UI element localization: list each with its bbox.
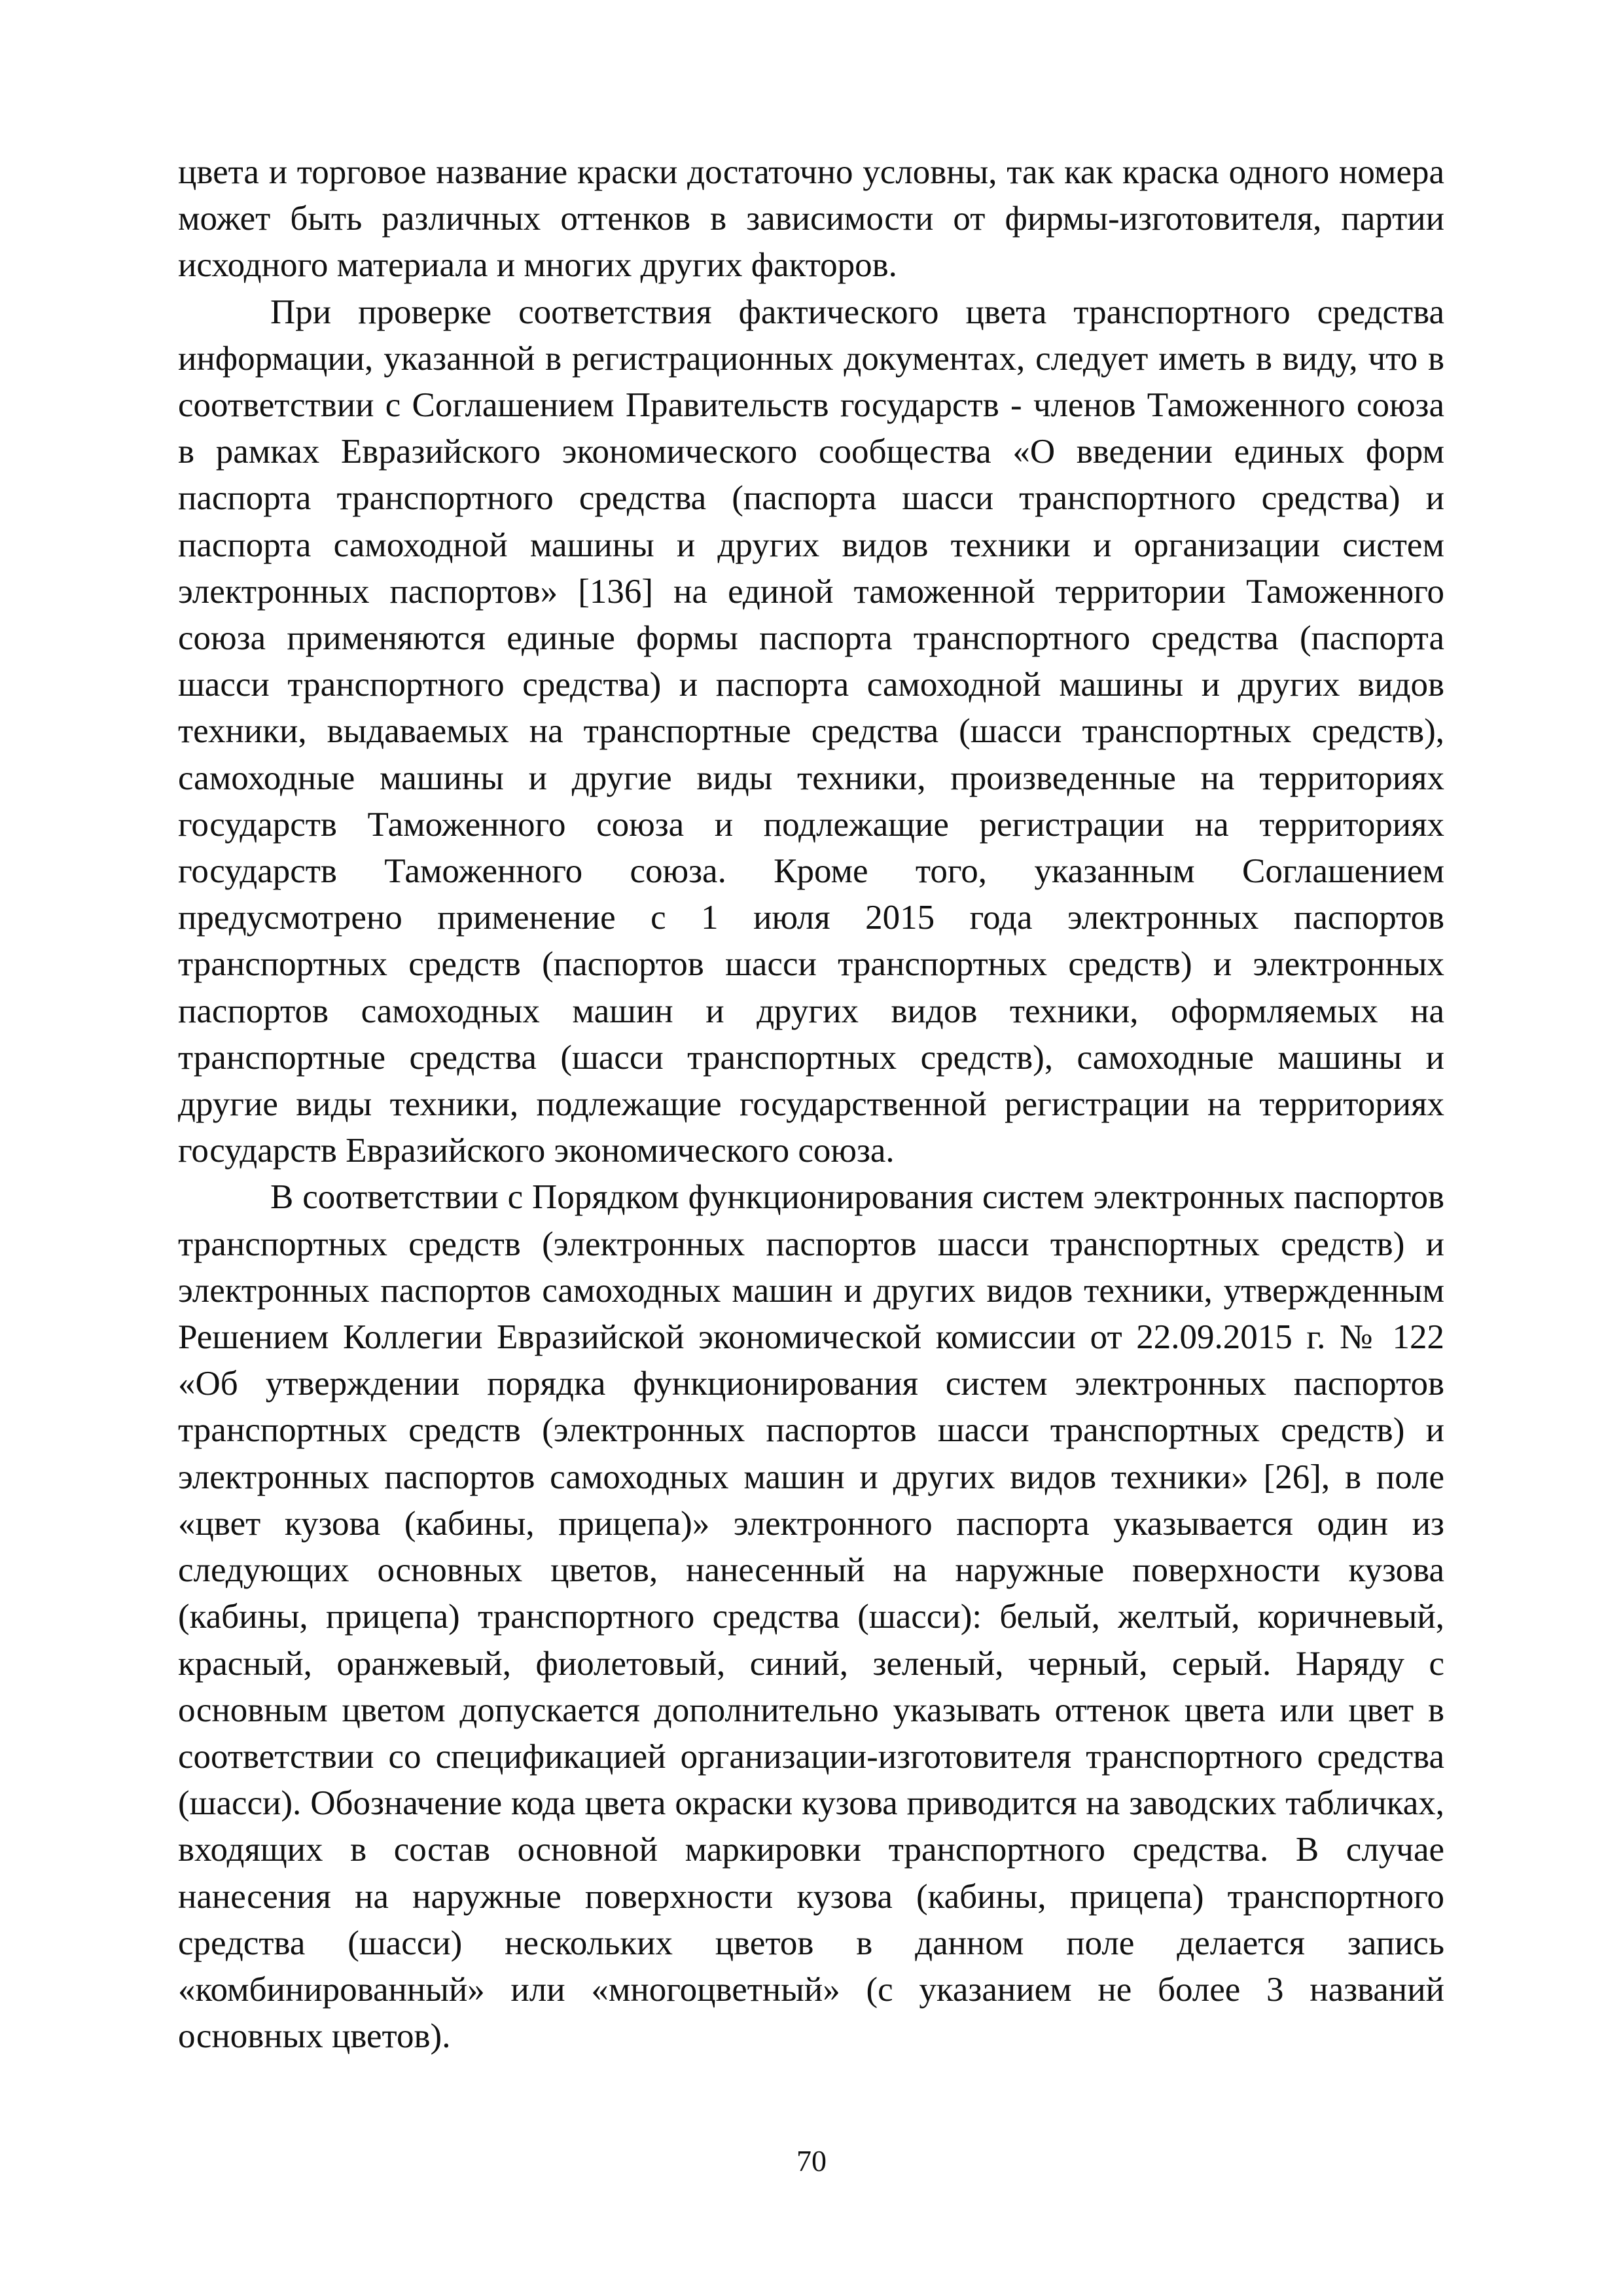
paragraph-electronic-passport-color: В соответствии с Порядком функционирования систем электронных паспортов транспортных средств (электронных паспортов шасси транспортных средств) и электронных паспортов самоходных машин и других видов техники, утвержденным Решением Коллегии Евразийской экономической комиссии от 22.09.2015 г. № 122 «Об утверждении порядка функционирования систем электронных паспортов транспортных средств (электронных паспортов шасси транспортных средств) и электронных паспортов самоходных машин и других видов техники» [26], в поле «цвет кузова (кабины, прицепа)» электронного паспорта указывается один из следующих основных цветов, нанесенный на наружные поверхности кузова (кабины, прицепа) транспортного средства (шасси): белый, желтый, коричневый, красный, оранжевый, фиолетовый, синий, зеленый, черный, серый. Наряду с основным цветом допускается дополнительно указывать оттенок цвета или цвет в соответствии со спецификацией организации-изготовителя транспортного средства (шасси). Обозначение кода цвета окраски кузова приводится на заводских табличках, входящих в состав основной маркировки транспортного средства. В случае нанесения на наружные поверхности кузова (кабины, прицепа) транспортного средства (шасси) нескольких цветов в данном поле делается запись «комбинированный» или «многоцветный» (с указанием не более 3 названий основных цветов). — [178, 1178, 1444, 2056]
page-number: 70 — [796, 2144, 827, 2178]
paragraph-color-verification: При проверке соответствия фактического цвета транспортного средства информации, указанной в регистрационных документах, следует иметь в виду, что в соответствии с Соглашением Правительств государств - членов Таможенного союза в рамках Евразийского экономического сообщества «О введении единых форм паспорта транспортного средства (паспорта шасси транспортного средства) и паспорта самоходной машины и других видов техники и организации систем электронных паспортов» [136] на единой таможенной территории Таможенного союза применяются единые формы паспорта транспортного средства (паспорта шасси транспортного средства) и паспорта самоходной машины и других видов техники, выдаваемых на транспортные средства (шасси транспортных средств), самоходные машины и другие виды техники, произведенные на территориях государств Таможенного союза и подлежащие регистрации на территориях государств Таможенного союза. Кроме того, указанным Соглашением предусмотрено применение с 1 июля 2015 года электронных паспортов транспортных средств (паспортов шасси транспортных средств) и электронных паспортов самоходных машин и других видов техники, оформляемых на транспортные средства (шасси транспортных средств), самоходные машины и другие виды техники, подлежащие государственной регистрации на территориях государств Евразийского экономического союза. — [178, 293, 1444, 1170]
paragraph-continuation: цвета и торговое название краски достаточно условны, так как краска одного номера может быть различных оттенков в зависимости от фирмы-изготовителя, партии исходного материала и многих других факторов. — [178, 153, 1444, 285]
document-body — [178, 149, 1444, 2060]
